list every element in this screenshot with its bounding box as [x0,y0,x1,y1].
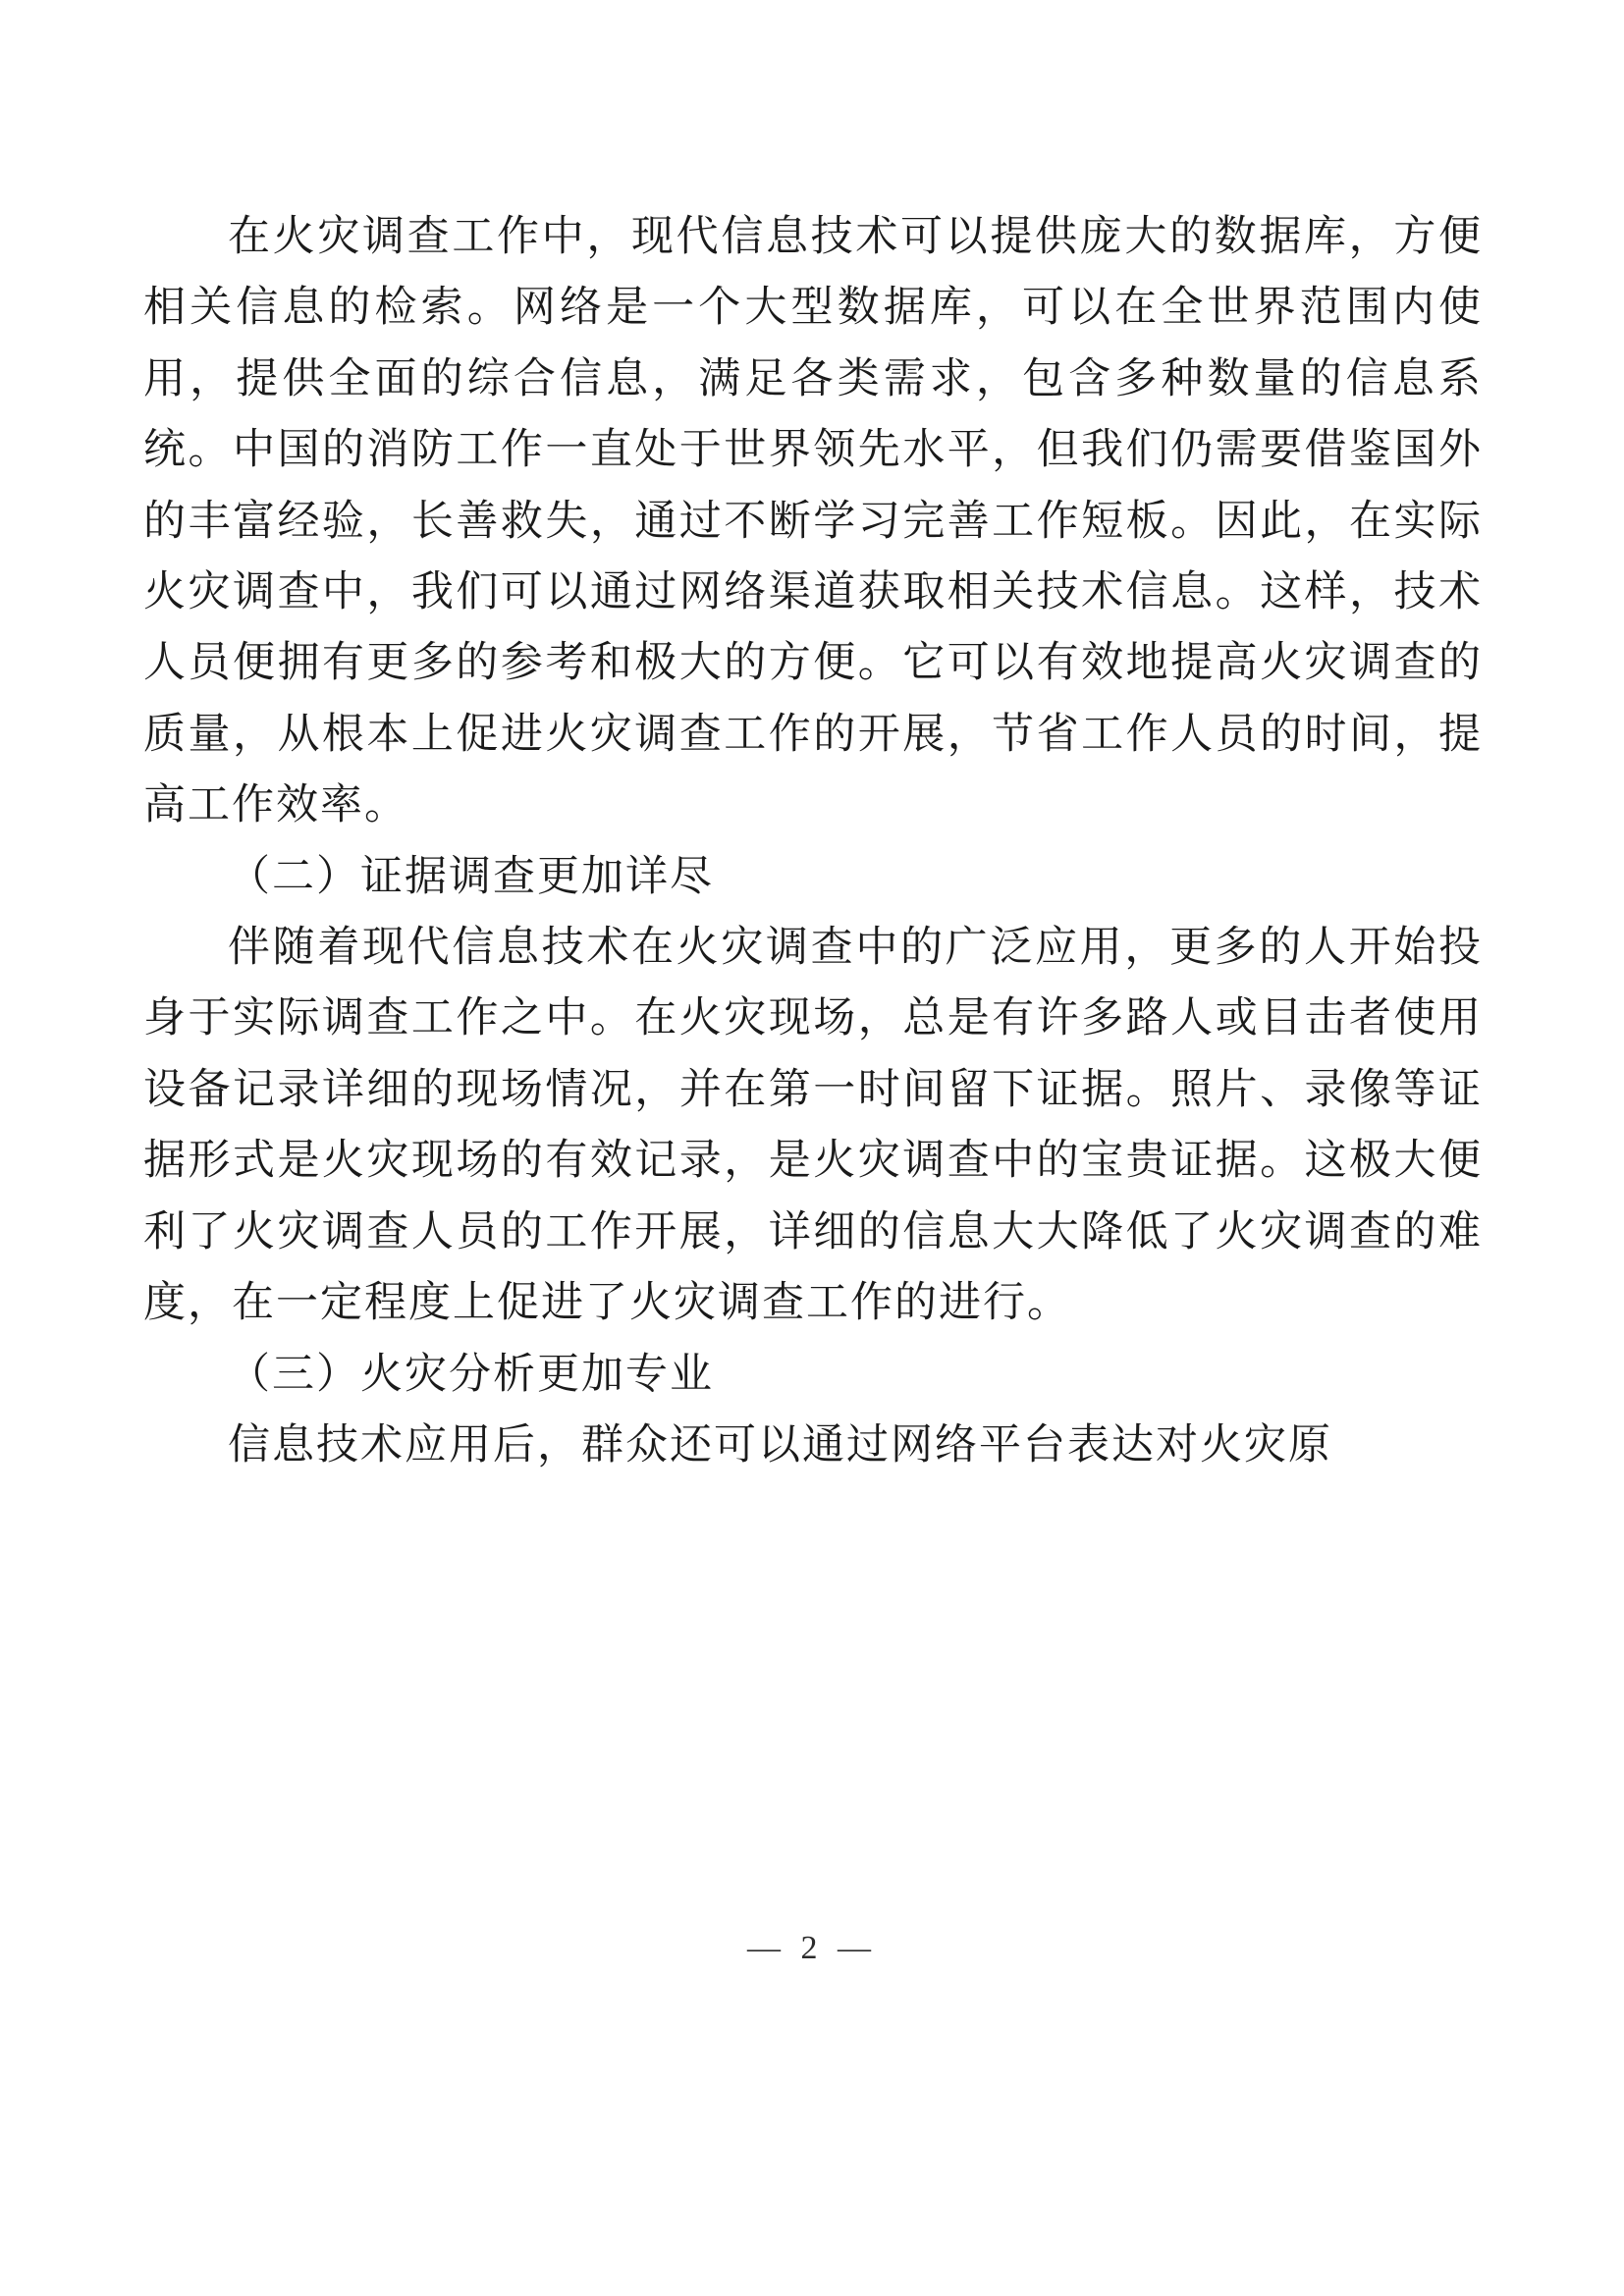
paragraph: 信息技术应用后，群众还可以通过网络平台表达对火灾原 [228,1421,1332,1468]
paragraph: 伴随着现代信息技术在火灾调查中的广泛应用，更多的人开始投身于实际调查工作之中。在火灾现场，总是有许多路人或目击者使用设备记录详细的现场情况，并在第一时间留下证据。照片、录像等证据形式是火灾现场的有效记录，是火灾调查中的宝贵证据。这极大便利了火灾调查人员的工作开展，详细的信息大大降低了火灾调查的难度，在一定程度上促进了火灾调查工作的进行。 [143,925,1483,1327]
section-heading: （三）火灾分析更加专业 [228,1351,714,1398]
page-number: — 2 — [747,1930,877,1966]
section-heading: （二）证据调查更加详尽 [228,853,714,900]
paragraph: 在火灾调查工作中，现代信息技术可以提供庞大的数据库，方便相关信息的检索。网络是一个大型数据库，可以在全世界范围内使用，提供全面的综合信息，满足各类需求，包含多种数量的信息系统。中国的消防工作一直处于世界领先水平，但我们仍需要借鉴国外的丰富经验，长善救失，通过不断学习完善工作短板。因此，在实际火灾调查中，我们可以通过网络渠道获取相关技术信息。这样，技术人员便拥有更多的参考和极大的方便。它可以有效地提高火灾调查的质量，从根本上促进火灾调查工作的开展，节省工作人员的时间，提高工作效率。 [143,214,1483,829]
document-body [143,202,1483,1481]
